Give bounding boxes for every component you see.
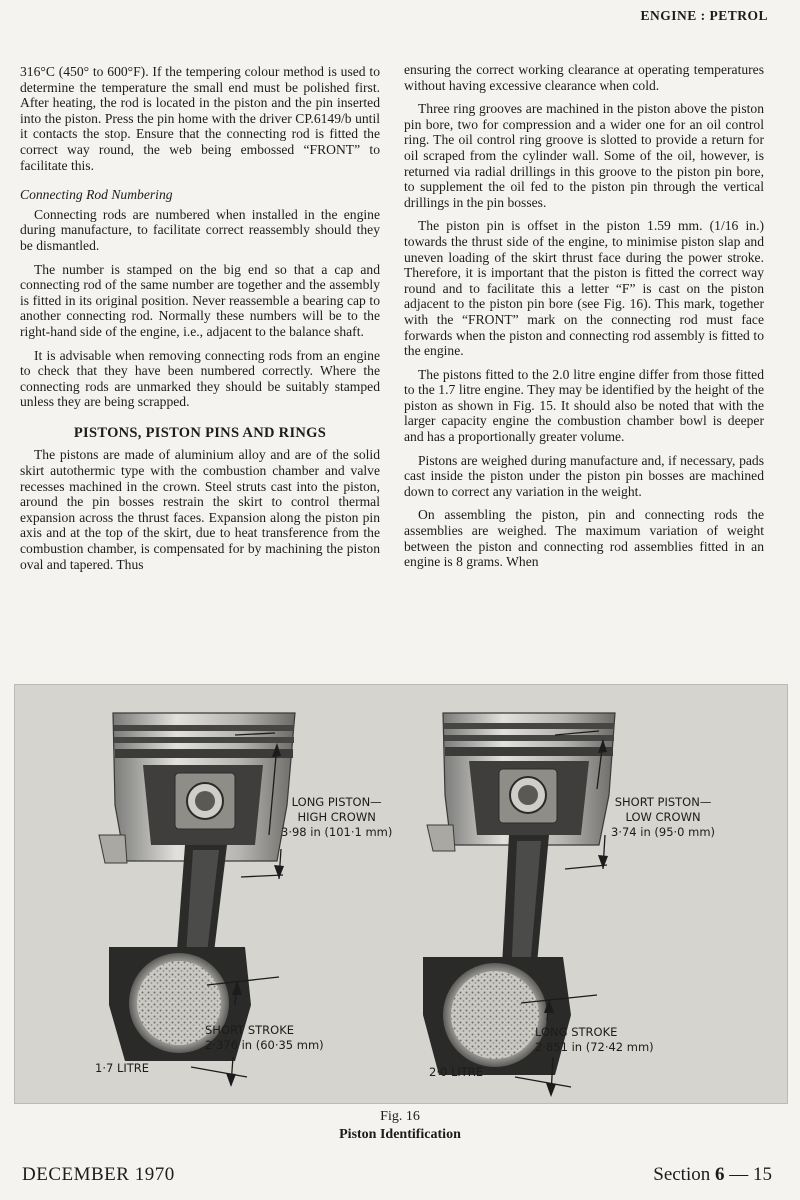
- right-capacity-label: 2·0 LITRE: [429, 1065, 484, 1079]
- left-column: [20, 64, 380, 580]
- right-stroke-label-text: LONG STROKE: [535, 1025, 618, 1039]
- right-crown-label-line2: LOW CROWN: [625, 810, 701, 824]
- page-number: — 15: [729, 1164, 772, 1185]
- subheading-connecting-rod-numbering: Connecting Rod Numbering: [20, 187, 173, 203]
- paragraph: The pistons are made of aluminium alloy and are of the solid skirt autothermic type with the combustion chamber and valve recesses machined in the crown. Steel struts cast into the piston, around the pin bosses restrain the skirt to control thermal expansion across the thrust faces. Expansion along the piston pin axis and at the top of the skirt, due to heat transference from the combustion chamber, is compensated for by machining the piston oval and tapered. Thus: [20, 447, 380, 572]
- right-stroke-label: [535, 1025, 654, 1055]
- piston-identification-figure: [14, 684, 788, 1104]
- paragraph: On assembling the piston, pin and connecting rods the assemblies are weighed. The maximum variation of weight between the piston and connecting rod assemblies fitted in an engine is 8 grams. When: [404, 507, 764, 570]
- left-crown-label: [281, 795, 392, 840]
- paragraph: The piston pin is offset in the piston 1.59 mm. (1/16 in.) towards the thrust side of the engine, to minimise piston slap and uneven loading of the skirt thrust face during the power stroke. Therefore, it is important that the piston is fitted the correct way round and to facilitate this a letter “F” is cast on the piston adjacent to the piston pin bore (see Fig. 16). This mark, together with the “FRONT” mark on the connecting rod must face forwards when the piston and connecting rod assembly is fitted to the engine.: [404, 218, 764, 359]
- right-crown-label-line1: SHORT PISTON—: [614, 795, 712, 809]
- left-capacity-label: 1·7 LITRE: [95, 1061, 150, 1075]
- left-crown-label-line2: HIGH CROWN: [297, 810, 376, 824]
- section-prefix: Section: [653, 1164, 711, 1185]
- paragraph: 316°C (450° to 600°F). If the tempering colour method is used to determine the temperature the small end must be polished first. After heating, the rod is located in the piston and the pin inserted into the piston. Press the pin home with the driver CP.6149/b until it contacts the stop. Ensure that the connecting rod is fitted the correct way round, the web being embossed “FRONT” to facilitate this.: [20, 64, 380, 173]
- running-header: ENGINE : PETROL: [640, 8, 768, 23]
- paragraph: ensuring the correct working clearance at operating temperatures without having excessive clearance when cold.: [404, 62, 764, 93]
- left-crown-dimension: 3·98 in (101·1 mm): [281, 825, 393, 839]
- left-crown-label-line1: LONG PISTON—: [291, 795, 382, 809]
- left-stroke-label-text: SHORT STROKE: [205, 1023, 295, 1037]
- footer-page-number: [653, 1164, 772, 1186]
- paragraph: Connecting rods are numbered when installed in the engine during manufacture, to facilitate correct reassembly should they be dismantled.: [20, 206, 380, 253]
- piston-illustration: [15, 685, 787, 1103]
- right-crown-label: [611, 795, 715, 840]
- right-stroke-dimension: 2·851 in (72·42 mm): [535, 1040, 654, 1054]
- figure-number: Fig. 16: [380, 1109, 420, 1124]
- left-stroke-dimension: 2·376 in (60·35 mm): [205, 1038, 324, 1052]
- paragraph: Pistons are weighed during manufacture and, if necessary, pads cast inside the piston under the piston pin bosses are machined down to correct any variation in the weight.: [404, 452, 764, 499]
- right-crown-dimension: 3·74 in (95·0 mm): [611, 825, 716, 839]
- section-heading: PISTONS, PISTON PINS AND RINGS: [73, 424, 327, 441]
- paragraph: Three ring grooves are machined in the piston above the piston pin bore, two for compression and a wider one for an oil control ring. The oil control ring groove is slotted to provide a return for oil scraped from the cylinder wall. Some of the oil, however, is returned via radial drillings in this groove to the piston pin bore, to supplement the oil fed to the piston pin through the vertical drillings in the pin bosses.: [404, 101, 764, 210]
- figure-title: Piston Identification: [339, 1127, 461, 1142]
- left-stroke-label: [205, 1023, 324, 1053]
- footer-date: DECEMBER 1970: [22, 1164, 175, 1185]
- figure-caption: [0, 1108, 800, 1144]
- paragraph: The number is stamped on the big end so that a cap and connecting rod of the same number are together and the assembly is fitted in its original position. Never reassemble a bearing cap to another connecting rod. Normally these numbers will be to the right-hand side of the engine, i.e., adjacent to the balance shaft.: [20, 261, 380, 339]
- paragraph: It is advisable when removing connecting rods from an engine to check that they have been numbered correctly. Where the connecting rods are unmarked they should be suitably stamped unless they are being scrapped.: [20, 347, 380, 410]
- right-column: [404, 62, 764, 578]
- paragraph: The pistons fitted to the 2.0 litre engine differ from those fitted to the 1.7 litre engine. They may be identified by the height of the piston as shown in Fig. 15. It should also be noted that with the larger capacity engine the combustion chamber bowl is deeper and has a proportionally greater volume.: [404, 366, 764, 445]
- section-number: 6: [715, 1164, 725, 1185]
